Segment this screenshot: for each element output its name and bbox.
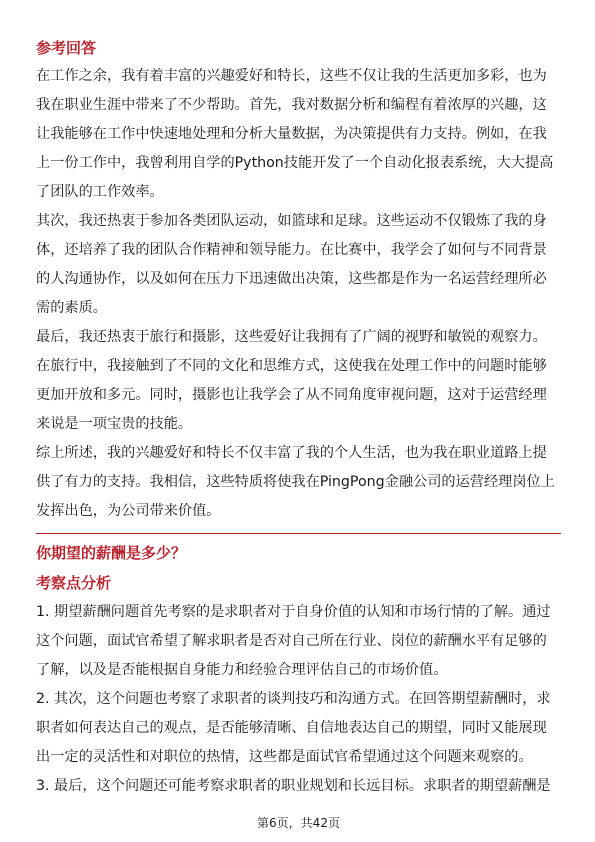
answer-line: 让我能够在工作中快速地处理和分析大量数据，为决策提供有力支持。例如，在我 bbox=[36, 126, 547, 142]
analysis-line: 3. 最后，这个问题还可能考察求职者的职业规划和长远目标。求职者的期望薪酬是 bbox=[36, 778, 551, 794]
answer-line: 综上所述，我的兴趣爱好和特长不仅丰富了我的个人生活，也为我在职业道路上提 bbox=[36, 445, 547, 461]
answer-line: 其次，我还热衷于参加各类团队运动，如篮球和足球。这些运动不仅锻炼了我的身 bbox=[36, 213, 547, 229]
answer-line: 上一份工作中，我曾利用自学的Python技能开发了一个自动化报表系统，大大提高 bbox=[36, 155, 554, 171]
analysis-line: 出一定的灵活性和对职位的热情，这些都是面试官希望通过这个问题来观察的。 bbox=[36, 749, 533, 765]
answer-line: 供了有力的支持。我相信，这些特质将使我在PingPong金融公司的运营经理岗位上 bbox=[36, 474, 555, 490]
answer-line: 在工作之余，我有着丰富的兴趣爱好和特长，这些不仅让我的生活更加多彩，也为 bbox=[36, 68, 547, 84]
analysis-line: 2. 其次，这个问题也考察了求职者的谈判技巧和沟通方式。在回答期望薪酬时，求 bbox=[36, 691, 551, 707]
answer-line: 在旅行中，我接触到了不同的文化和思维方式，这使我在处理工作中的问题时能够 bbox=[36, 358, 547, 374]
answer-line: 了团队的工作效率。 bbox=[36, 184, 164, 200]
answer-line: 发挥出色，为公司带来价值。 bbox=[36, 503, 221, 519]
reference-answer-heading: 参考回答 bbox=[36, 39, 97, 57]
document-page bbox=[36, 0, 561, 842]
answer-line: 的人沟通协作，以及如何在压力下迅速做出决策，这些都是作为一名运营经理所必 bbox=[36, 271, 547, 287]
answer-line: 更加开放和多元。同时，摄影也让我学会了从不同角度审视问题，这对于运营经理 bbox=[36, 387, 547, 403]
page-number: 第6页，共42页 bbox=[257, 816, 340, 830]
answer-line: 体，还培养了我的团队合作精神和领导能力。在比赛中，我学会了如何与不同背景 bbox=[36, 242, 547, 258]
section-divider bbox=[36, 533, 561, 534]
analysis-line: 职者如何表达自己的观点，是否能够清晰、自信地表达自己的期望，同时又能展现 bbox=[36, 720, 547, 736]
answer-line: 我在职业生涯中带来了不少帮助。首先，我对数据分析和编程有着浓厚的兴趣，这 bbox=[36, 97, 547, 113]
analysis-line: 1. 期望薪酬问题首先考察的是求职者对于自身价值的认知和市场行情的了解。通过 bbox=[36, 604, 551, 620]
analysis-subheading: 考察点分析 bbox=[36, 574, 112, 592]
question-heading: 你期望的薪酬是多少？ bbox=[36, 544, 187, 562]
answer-line: 来说是一项宝贵的技能。 bbox=[36, 416, 193, 432]
analysis-line: 了解，以及是否能根据自身能力和经验合理评估自己的市场价值。 bbox=[36, 662, 448, 678]
analysis-line: 这个问题，面试官希望了解求职者是否对自己所在行业、岗位的薪酬水平有足够的 bbox=[36, 633, 547, 649]
answer-line: 需的素质。 bbox=[36, 300, 107, 316]
answer-line: 最后，我还热衷于旅行和摄影，这些爱好让我拥有了广阔的视野和敏锐的观察力。 bbox=[36, 329, 547, 345]
